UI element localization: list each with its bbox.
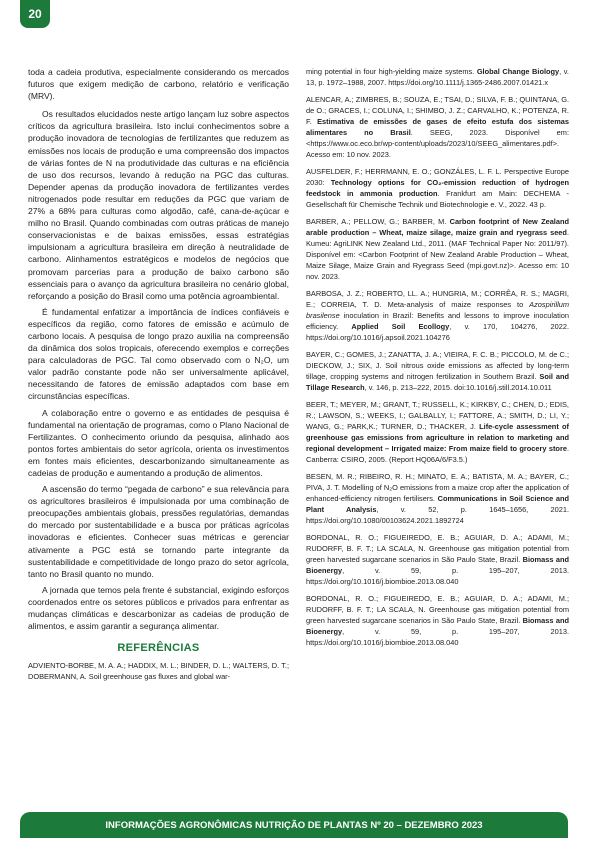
reference-entry (306, 471, 569, 526)
reference-rest: , v. 13, p. 1972–1988, 2007. https://doi.org/10.1111/j.1365-2486.2007.01421.x (306, 67, 569, 87)
page-number: 20 (28, 7, 42, 21)
reference-plain: ALENCAR, A.; ZIMBRES, B.; SOUZA, E.; TSAI, D.; SILVA, F. B.; QUINTANA, G. de O.; GRACES, I.; COLUNA, I.; SHIMBO, J. Z.; CARVALHO, K.; POTENZA, R. F. (306, 95, 569, 126)
reference-bold: Life-cycle assessment of greenhouse gas emissions from agriculture in relation to marketing and regional development – Irrigated maize: From maize field to grocery store (306, 422, 569, 453)
reference-italic: Azospirillum brasilense (306, 300, 569, 320)
reference-plain2: inoculation in Brazil: Benefits and lessons to improve inoculation efficiency. (306, 311, 569, 331)
reference-entry (306, 66, 569, 88)
left-column (28, 66, 289, 688)
reference-bold: Biomass and Bioenergy (306, 616, 569, 636)
reference-entry (306, 349, 569, 393)
footer-banner (20, 812, 568, 838)
right-column (306, 66, 569, 654)
page-number-tab (20, 0, 50, 28)
reference-bold: Communications in Soil Science and Plant Analysis (306, 494, 569, 514)
reference-plain: BORDONAL, R. O.; FIGUEIREDO, E. B.; AGUIAR, D. A.; ADAMI, M.; RUDORFF, B. F. T.; LA SCALA, N. Greenhouse gas mitigation potential from green harvested sugarcane scenarios in São Paulo State, Brazil. (306, 533, 569, 564)
paragraph: A jornada que temos pela frente é substancial, exigindo esforços coordenados entre os setores públicos e privados para enfrentar as mudanças climáticas e descarbonizar as cadeias de produção de alimentos, e assim garantir a segurança alimentar. (28, 584, 289, 632)
reference-plain: BARBOSA, J. Z.; ROBERTO, LL. A.; HUNGRIA, M.; CORRÊA, R. S.; MAGRI, E.; CORREIA, T. D. Meta-analysis of maize responses to (306, 289, 569, 309)
reference-plain: BEER, T.; MEYER, M.; GRANT, T.; RUSSELL, K.; KIRKBY, C.; CHEN, D.; EDIS, R.; LAWSON, S.; WEEKS, I.; GALBALLY, I.; FATTORE, A.; SMITH, D.; LI, Y.; WANG, G.; PARK,K.; TURNER, D.; THACKER, J. (306, 400, 569, 431)
reference-rest: . Frankfurt am Main: DECHEMA - Gesellschaft für Chemische Technik und Biotechnologie e. V., 2022. 43 p. (306, 189, 569, 209)
reference-bold: Soil and Tillage Research (306, 372, 569, 392)
reference-plain: BORDONAL, R. O.; FIGUEIREDO, E. B.; AGUIAR, D. A.; ADAMI, M.; RUDORFF, B. F. T.; LA SCALA, N. Greenhouse gas mitigation potential from green harvested sugarcane scenarios in São Paulo State, Brazil. (306, 594, 569, 625)
reference-plain: BESEN, M. R.; RIBEIRO, R. H.; MINATO, E. A.; BATISTA, M. A.; BAYER, C.; PIVA, J. T. Modelling of N₂O emissions from a maize crop after the application of enhanced-efficiency nitrogen fertilisers. (306, 472, 569, 503)
reference-plain: AUSFELDER, F.; HERRMANN, E. O.; GONZÁLES, L. F. L. Perspective Europe 2030: (306, 167, 569, 187)
paragraph: A colaboração entre o governo e as entidades de pesquisa é fundamental na orientação de programas, como o Plano Nacional de Fertilizantes. O conhecimento oriundo da pesquisa, alinhado aos pontos fortes ambientais do setor agrícola, orienta os investimentos em fontes mais eficientes, descarbonizando simultaneamente as cadeias de produção e aumentando a produção de alimentos. (28, 407, 289, 478)
reference-plain: BARBER, A.; PELLOW, G.; BARBER, M. (306, 217, 450, 226)
reference-plain: ming potential in four high-yielding maize systems. (306, 67, 477, 76)
paragraph: É fundamental enfatizar a importância de índices confiáveis e específicos da região, como fatores de emissão e acúmulo de carbono locais. A pesquisa de longo prazo auxilia na compreensão da dinâmica dos solos tropicais, oferecendo exemplos e correções para calculadoras de PGC. Tal como observado com o N₂O, um valor padrão constante pode não ser universalmente aplicável, necessitando de fatores de emissão adaptados com base em circunstâncias específicas. (28, 306, 289, 402)
paragraph: toda a cadeia produtiva, especialmente considerando os mercados futuros que exigem medição de carbono, relatório e verificação (MRV). (28, 67, 289, 102)
reference-entry (306, 593, 569, 648)
reference-bold: Carbon footprint of New Zealand arable production – Wheat, maize silage, maize grain and ryegrass seed (306, 217, 569, 237)
reference-bold: Estimativa de emissões de gases de efeito estufa dos sistemas alimentares no Brasil (306, 117, 569, 137)
paragraph: A ascensão do termo “pegada de carbono” e sua relevância para os agricultores brasileiros é impulsionada por uma combinação de preocupações ambientais globais, pressões regulatórias, demandas do mercado por sustentabilidade e a busca por práticas agrícolas inovadoras e eficientes. Conhecer suas métricas e gerenciar ativamente a PGC está se tornando parte integrante da sustentabilidade e competitividade de longo prazo do setor agrícola, tanto no Brasil quanto no mundo. (28, 484, 289, 579)
reference-plain: BAYER, C.; GOMES, J.; ZANATTA, J. A.; VIEIRA, F. C. B.; PICCOLO, M. de C.; DIECKOW, J.; SIX, J. Soil nitrous oxide emissions as affected by long-term tillage, cropping systems and nitrogen fertilization in Southern Brazil. (306, 350, 569, 381)
reference-entry (306, 166, 569, 210)
footer-text: INFORMAÇÕES AGRONÔMICAS NUTRIÇÃO DE PLANTAS Nº 20 – DEZEMBRO 2023 (105, 819, 483, 831)
reference-entry (306, 216, 569, 282)
reference-bold: Technology options for CO₂-emission reduction of hydrogen feedstock in ammonia production (306, 178, 569, 198)
reference-bold: Global Change Biology (476, 67, 560, 76)
reference-entry (306, 94, 569, 160)
reference-rest: , v. 146, p. 213–222, 2015. doi:10.1016/j.still.2014.10.011 (364, 383, 552, 392)
paragraph: Os resultados elucidados neste artigo lançam luz sobre aspectos críticos da agricultura brasileira. Isto inclui conhecimentos sobre a produção inovadora de tecnologias de fertilizantes que reduzem as emissões nos locais de produção e uma compreensão dos impactos de várias fontes de N na produtividade das culturas e na eficiência de uso dos recursos, levando à redução na PGC das culturas. Depender apenas da produção inovadora de fertilizantes verdes nitrogenados pode resultar em reduções da PGC que variam de 27% a 68% para culturas como algodão, café, cana-de-açúcar e milho no Brasil. Quando combinadas com outras práticas de manejo conservacionistas e de baixas emissões, essas estratégias impulsionam a agricultura brasileira em direção à neutralidade de carbono. Alinhamentos estratégicos e modelos de negócios que promovam parcerias para a produção de baixo carbono são essenciais para o avanço da agricultura brasileira no cenário global, reforçando a posição do Brasil como uma potência agroambiental. (28, 109, 289, 301)
reference-entry (306, 288, 569, 343)
reference-rest: . Kumeu: AgriLINK New Zealand Ltd., 2011. (MAF Technical Paper No: 2011/97). Disponível em: <Carbon Footprint of New Zealand Arable Production – Wheat, Maize Silage, Maize Grain and Ryegrass Seed (mpi.govt.nz)>. Acesso em: 10 nov. 2023. (306, 228, 569, 281)
reference-bold: Biomass and Bioenergy (306, 555, 569, 575)
reference-rest: , v. 170, 104276, 2022. https://doi.org/10.1016/j.apsoil.2021.104276 (306, 322, 570, 342)
references-heading: REFERÊNCIAS (117, 642, 200, 655)
reference-rest: . SEEG, 2023. Disponível em: <https://www.oc.eco.br/wp-content/uploads/2023/10/SEEG_alimentares.pdf>. Acesso em: 10 nov. 2023. (306, 128, 569, 159)
reference-rest: , v. 52, p. 1645–1656, 2021. https://doi.org/10.1080/00103624.2021.1892724 (306, 505, 570, 525)
reference-bold: Applied Soil Ecollogy (351, 322, 450, 331)
reference-entry (306, 532, 569, 587)
reference-entry (306, 399, 569, 465)
reference-rest: , v. 59, p. 195–207, 2013. https://doi.org/10.1016/j.biombioe.2013.08.040 (306, 627, 569, 647)
reference-entry: ADVIENTO-BORBE, M. A. A.; HADDIX, M. L.; BINDER, D. L.; WALTERS, D. T.; DOBERMANN, A. Soil greenhouse gas fluxes and global war- (28, 661, 289, 682)
reference-rest: , v. 59, p. 195–207, 2013. https://doi.org/10.1016/j.biombioe.2013.08.040 (306, 566, 569, 586)
reference-rest: . Canberra: CSIRO, 2005. (Report HQ06A/6/F3.5.) (306, 444, 569, 464)
